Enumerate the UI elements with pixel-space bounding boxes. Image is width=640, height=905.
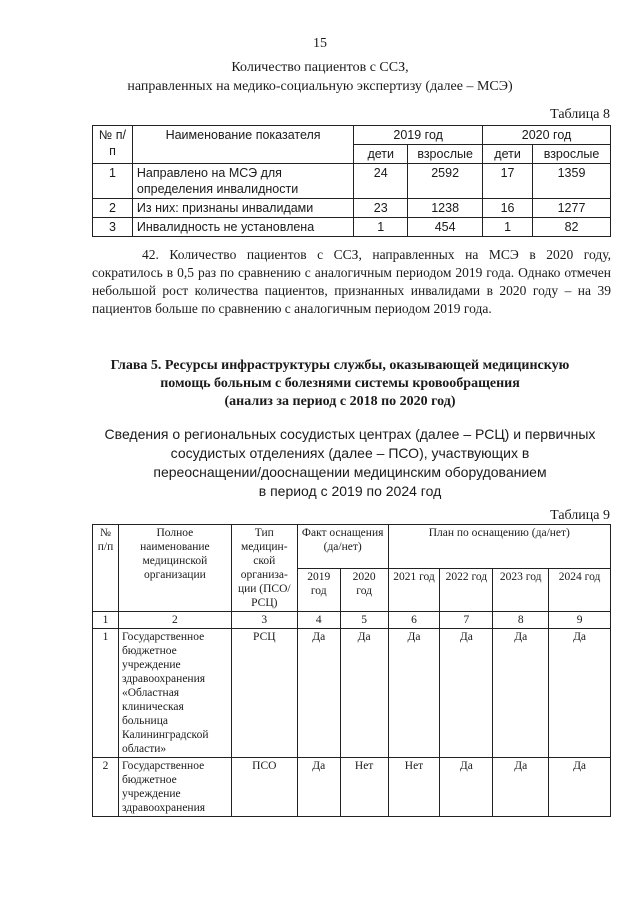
table8-cell: 1 <box>93 164 133 199</box>
table9-header-year: 2019 год <box>297 568 340 612</box>
chapter-heading-line1: Глава 5. Ресурсы инфраструктуры службы, оказывающей медицинскую <box>110 358 570 373</box>
table-row <box>93 164 611 199</box>
table-row <box>93 758 611 817</box>
table9-cell: Да <box>493 629 549 758</box>
table8-cell: 3 <box>93 218 133 237</box>
table-row <box>93 218 611 237</box>
table9-cell: Да <box>440 629 493 758</box>
table9-colnum: 8 <box>493 612 549 629</box>
table9-colnum: 7 <box>440 612 493 629</box>
table8-cell: 1 <box>483 218 533 237</box>
table9-colnum: 1 <box>93 612 119 629</box>
table9-title <box>100 425 600 501</box>
table9-cell: Да <box>493 758 549 817</box>
table8-header-name: Наименование показателя <box>132 126 353 164</box>
table9 <box>92 524 611 817</box>
chapter-heading-line2: помощь больным с болезнями системы кровообращения <box>160 376 520 391</box>
table8-header-2019: 2019 год <box>354 126 483 145</box>
table9-title-line3: переоснащении/дооснащении медицинским оборудованием <box>153 464 547 480</box>
table9-title-line1: Сведения о региональных сосудистых центрах (далее – РСЦ) и первичных <box>104 426 596 442</box>
chapter-heading-line3: (анализ за период с 2018 по 2020 год) <box>224 394 456 409</box>
table9-header-year: 2021 год <box>388 568 440 612</box>
table8-cell: 24 <box>354 164 408 199</box>
table9-cell: Да <box>549 758 611 817</box>
table9-cell: ПСО <box>231 758 297 817</box>
table9-header-num: № п/п <box>93 525 119 612</box>
table9-cell: Да <box>549 629 611 758</box>
body-paragraph <box>92 246 611 318</box>
table9-cell: 1 <box>93 629 119 758</box>
table9-header-type: Тип медицин-ской организа-ции (ПСО/ РСЦ) <box>231 525 297 612</box>
table8-header-children-2019: дети <box>354 145 408 164</box>
table9-label: Таблица 9 <box>550 508 610 523</box>
table8-cell: 1238 <box>408 199 483 218</box>
table9-cell: Государственное бюджетное учреждение здравоохранения <box>118 758 231 817</box>
table9-cell: Государственное бюджетное учреждение здравоохранения «Областная клиническая больница Калининградской области» <box>118 629 231 758</box>
table8-cell: Из них: признаны инвалидами <box>132 199 353 218</box>
table9-title-line2: сосудистых отделениях (далее – ПСО), участвующих в <box>170 445 530 461</box>
table9-cell: Да <box>297 629 340 758</box>
table8-header-num: № п/п <box>93 126 133 164</box>
table8-cell: 1 <box>354 218 408 237</box>
table8-header-children-2020: дети <box>483 145 533 164</box>
table9-cell: Нет <box>340 758 388 817</box>
page-number: 15 <box>313 36 327 51</box>
table8-label: Таблица 8 <box>550 107 610 122</box>
table9-cell: Нет <box>388 758 440 817</box>
table8-cell: 16 <box>483 199 533 218</box>
table9-cell: Да <box>388 629 440 758</box>
table9-header-year: 2023 год <box>493 568 549 612</box>
table8-cell: 1277 <box>533 199 611 218</box>
table9-header-year: 2024 год <box>549 568 611 612</box>
table8-title-line1: Количество пациентов с ССЗ, <box>231 60 409 75</box>
paragraph-42: 42. Количество пациентов с ССЗ, направленных на МСЭ в 2020 году, сократилось в 0,5 раз по сравнению с аналогичным периодом 2019 года. Однако отмечен небольшой рост количества пациентов, признанных инвалидами в 2020 году – на 39 пациентов больше по сравнению с аналогичным периодом 2019 года. <box>92 247 611 316</box>
table9-colnum: 6 <box>388 612 440 629</box>
table8-cell: 2 <box>93 199 133 218</box>
table9-cell: Да <box>297 758 340 817</box>
table9-header-year: 2020 год <box>340 568 388 612</box>
table8-title <box>60 58 580 96</box>
table9-header-name: Полное наименование медицинской организации <box>118 525 231 612</box>
table8-header-adults-2020: взрослые <box>533 145 611 164</box>
table9-cell: 2 <box>93 758 119 817</box>
table8-title-line2: направленных на медико-социальную экспертизу (далее – МСЭ) <box>127 79 513 94</box>
table8-cell: 454 <box>408 218 483 237</box>
table9-header-plan: План по оснащению (да/нет) <box>388 525 610 569</box>
table8-cell: 1359 <box>533 164 611 199</box>
table8-cell: Инвалидность не установлена <box>132 218 353 237</box>
table9-colnum: 3 <box>231 612 297 629</box>
table8-header-2020: 2020 год <box>483 126 611 145</box>
table9-colnum-row <box>93 612 611 629</box>
table-row <box>93 629 611 758</box>
table8-cell: 2592 <box>408 164 483 199</box>
table8-cell: 23 <box>354 199 408 218</box>
table9-colnum: 9 <box>549 612 611 629</box>
table8-cell: 17 <box>483 164 533 199</box>
table-row <box>93 199 611 218</box>
table9-header-year: 2022 год <box>440 568 493 612</box>
chapter-heading <box>80 357 600 411</box>
table8 <box>92 125 611 237</box>
table8-cell: 82 <box>533 218 611 237</box>
table9-header-fact: Факт оснащения (да/нет) <box>297 525 388 569</box>
table9-colnum: 5 <box>340 612 388 629</box>
table9-title-line4: в период с 2019 по 2024 год <box>258 483 442 499</box>
table8-header-adults-2019: взрослые <box>408 145 483 164</box>
table8-cell: Направлено на МСЭ для определения инвалидности <box>132 164 353 199</box>
table9-colnum: 4 <box>297 612 340 629</box>
table9-colnum: 2 <box>118 612 231 629</box>
table9-cell: Да <box>440 758 493 817</box>
table9-cell: Да <box>340 629 388 758</box>
table9-cell: РСЦ <box>231 629 297 758</box>
